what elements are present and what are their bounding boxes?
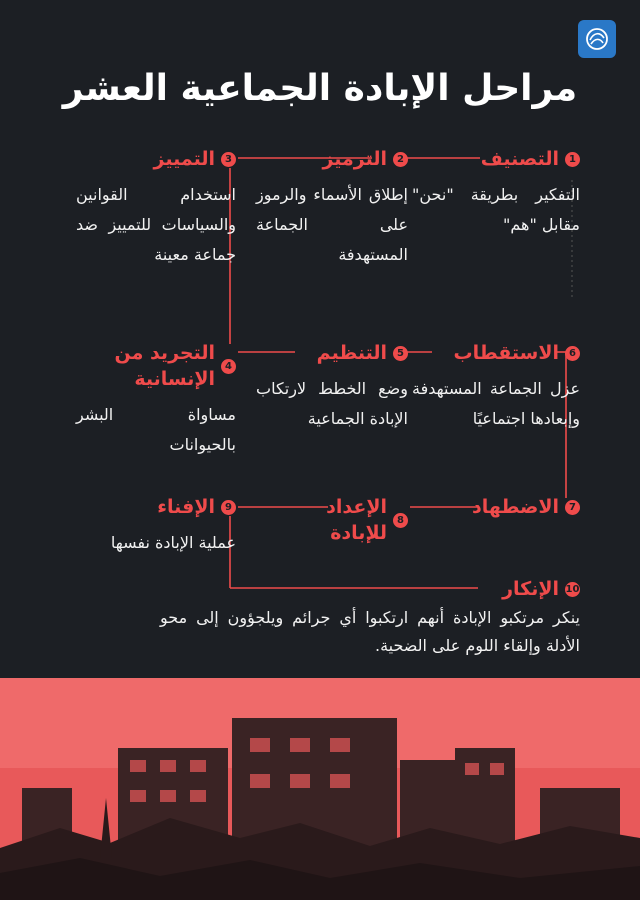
stage-description: مساواة البشر بالحيوانات xyxy=(76,405,236,454)
stage-number: 9 xyxy=(221,500,236,515)
stage-number: 5 xyxy=(393,346,408,361)
stage-3 xyxy=(76,146,236,270)
destroyed-buildings-image xyxy=(0,678,640,900)
rubble-illustration xyxy=(0,678,640,900)
stage-1 xyxy=(412,146,580,240)
stage-description: استخدام القوانين والسياسات للتمييز ضد جماعة معينة xyxy=(76,185,236,264)
stage-number: 7 xyxy=(565,500,580,515)
stage-7 xyxy=(412,494,580,520)
stage-number: 4 xyxy=(221,359,236,374)
stage-description: إطلاق الأسماء والرموز على الجماعة المستهدفة xyxy=(256,185,408,264)
page-title: مراحل الإبادة الجماعية العشر xyxy=(62,68,578,109)
stage-4 xyxy=(76,340,236,460)
stage-number: 1 xyxy=(565,152,580,167)
stage-description: التفكير بطريقة "نحن" مقابل "هم" xyxy=(412,185,580,234)
stage-2 xyxy=(256,146,408,270)
stage-description: عملية الإبادة نفسها xyxy=(110,533,236,552)
stage-number: 8 xyxy=(393,513,408,528)
stage-description: ينكر مرتكبو الإبادة أنهم ارتكبوا أي جرائم ويلجؤون إلى محو الأدلة وإلقاء اللوم على الضحية. xyxy=(160,608,580,655)
stage-number: 2 xyxy=(393,152,408,167)
stage-title: الاستقطاب xyxy=(453,342,559,364)
stage-5 xyxy=(256,340,408,434)
stage-number: 6 xyxy=(565,346,580,361)
stage-number: 10 xyxy=(565,583,580,595)
stage-title: الإفناء xyxy=(157,496,215,518)
stage-description: وضع الخطط لارتكاب الإبادة الجماعية xyxy=(256,379,408,428)
stage-number: 3 xyxy=(221,152,236,167)
stage-description: عزل الجماعة المستهدفة وإبعادها اجتماعيًا xyxy=(412,379,580,428)
stage-6 xyxy=(412,340,580,434)
stage-title: التجريد من الإنسانية xyxy=(114,342,215,390)
stage-10 xyxy=(160,576,580,660)
stage-8 xyxy=(288,494,408,546)
stage-title: التمييز xyxy=(153,148,215,170)
stage-title: الاضطهاد xyxy=(472,496,559,518)
stage-title: الإنكار xyxy=(502,578,559,600)
stage-title: الإعداد للإبادة xyxy=(326,496,387,544)
stage-title: الترميز xyxy=(322,148,387,170)
stage-title: التصنيف xyxy=(480,148,559,170)
stage-title: التنظيم xyxy=(316,342,387,364)
stage-9 xyxy=(76,494,236,558)
